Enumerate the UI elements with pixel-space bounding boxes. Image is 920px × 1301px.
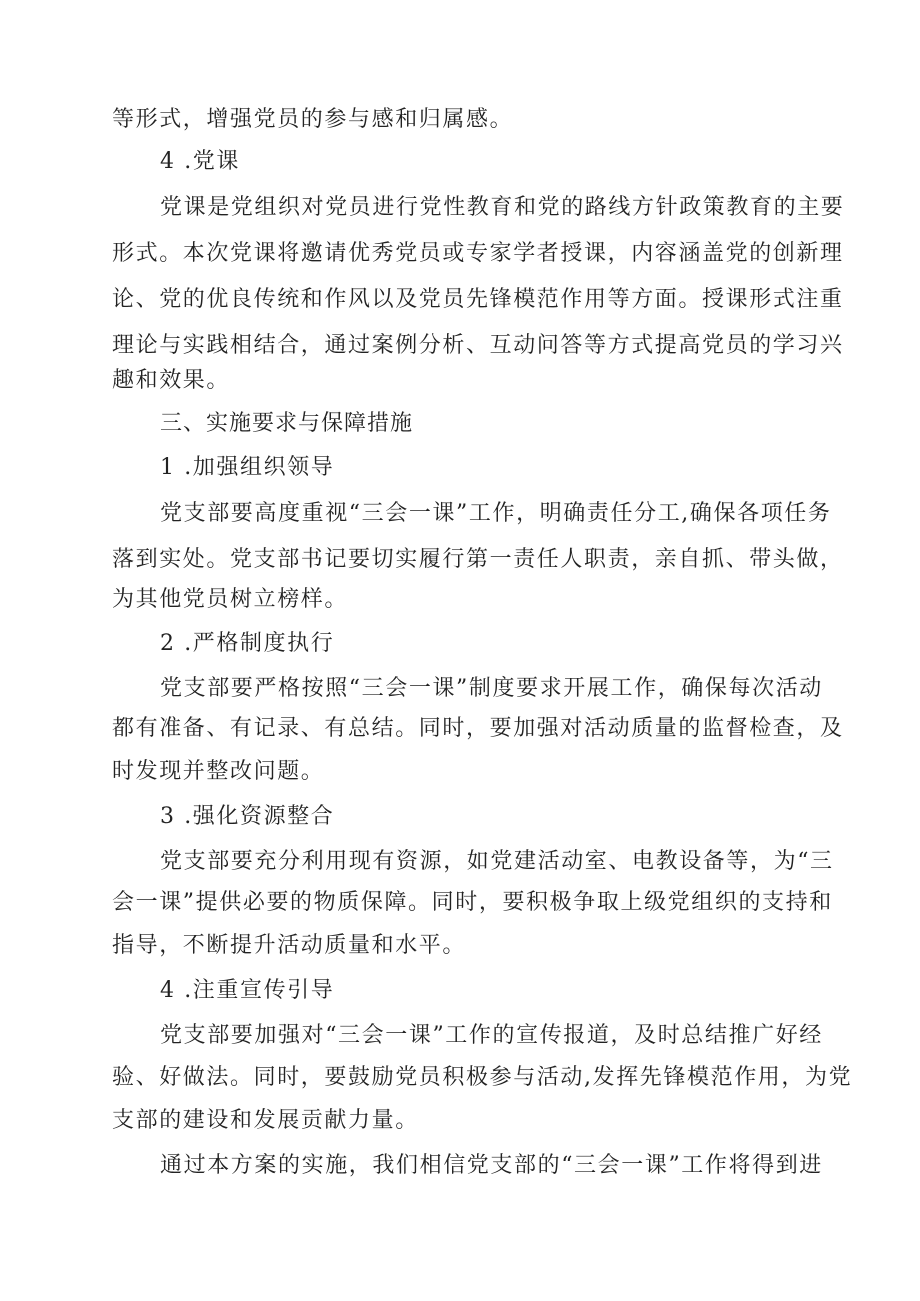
- subheading-party-lecture: 4 .党课: [160, 149, 240, 174]
- text-line: 党支部要高度重视“三会一课”工作，明确责任分工,确保各项任务: [160, 501, 832, 526]
- text-line: 都有准备、有记录、有总结。同时，要加强对活动质量的监督检查，及: [112, 716, 844, 741]
- text-line: 论、党的优良传统和作风以及党员先锋模范作用等方面。授课形式注重: [112, 287, 844, 312]
- text-line: 会一课”提供必要的物质保障。同时，要积极争取上级党组织的支持和: [112, 890, 833, 915]
- text-line: 验、好做法。同时，要鼓励党员积极参与活动,发挥先锋模范作用，为党: [112, 1065, 853, 1090]
- text-line: 支部的建设和发展贡献力量。: [112, 1108, 419, 1133]
- text-line: 党课是党组织对党员进行党性教育和党的路线方针政策教育的主要: [160, 195, 845, 220]
- text-line: 指导，不断提升活动质量和水平。: [112, 933, 467, 958]
- subheading-system: 2 .严格制度执行: [160, 631, 335, 656]
- subheading-publicity: 4 .注重宣传引导: [160, 978, 335, 1003]
- text-line: 时发现并整改问题。: [112, 759, 325, 784]
- text-line: 党支部要充分利用现有资源，如党建活动室、电教设备等，为“三: [160, 849, 834, 874]
- text-line: 通过本方案的实施，我们相信党支部的“三会一课”工作将得到进: [160, 1153, 823, 1178]
- text-line: 党支部要加强对“三会一课”工作的宣传报道，及时总结推广好经: [160, 1023, 823, 1048]
- text-line: 等形式，增强党员的参与感和归属感。: [112, 107, 514, 132]
- text-line: 形式。本次党课将邀请优秀党员或专家学者授课，内容涵盖党的创新理: [112, 241, 844, 266]
- text-line: 趣和效果。: [112, 368, 231, 393]
- text-line: 为其他党员树立榜样。: [112, 587, 349, 612]
- text-line: 党支部要严格按照“三会一课”制度要求开展工作，确保每次活动: [160, 676, 823, 701]
- text-line: 落到实处。党支部书记要切实履行第一责任人职责，亲自抓、带头做，: [112, 547, 844, 572]
- section-heading: 三、实施要求与保障措施: [160, 411, 414, 436]
- subheading-organization: 1 .加强组织领导: [160, 455, 335, 480]
- text-line: 理论与实践相结合，通过案例分析、互动问答等方式提高党员的学习兴: [112, 333, 844, 358]
- subheading-resources: 3 .强化资源整合: [160, 804, 335, 829]
